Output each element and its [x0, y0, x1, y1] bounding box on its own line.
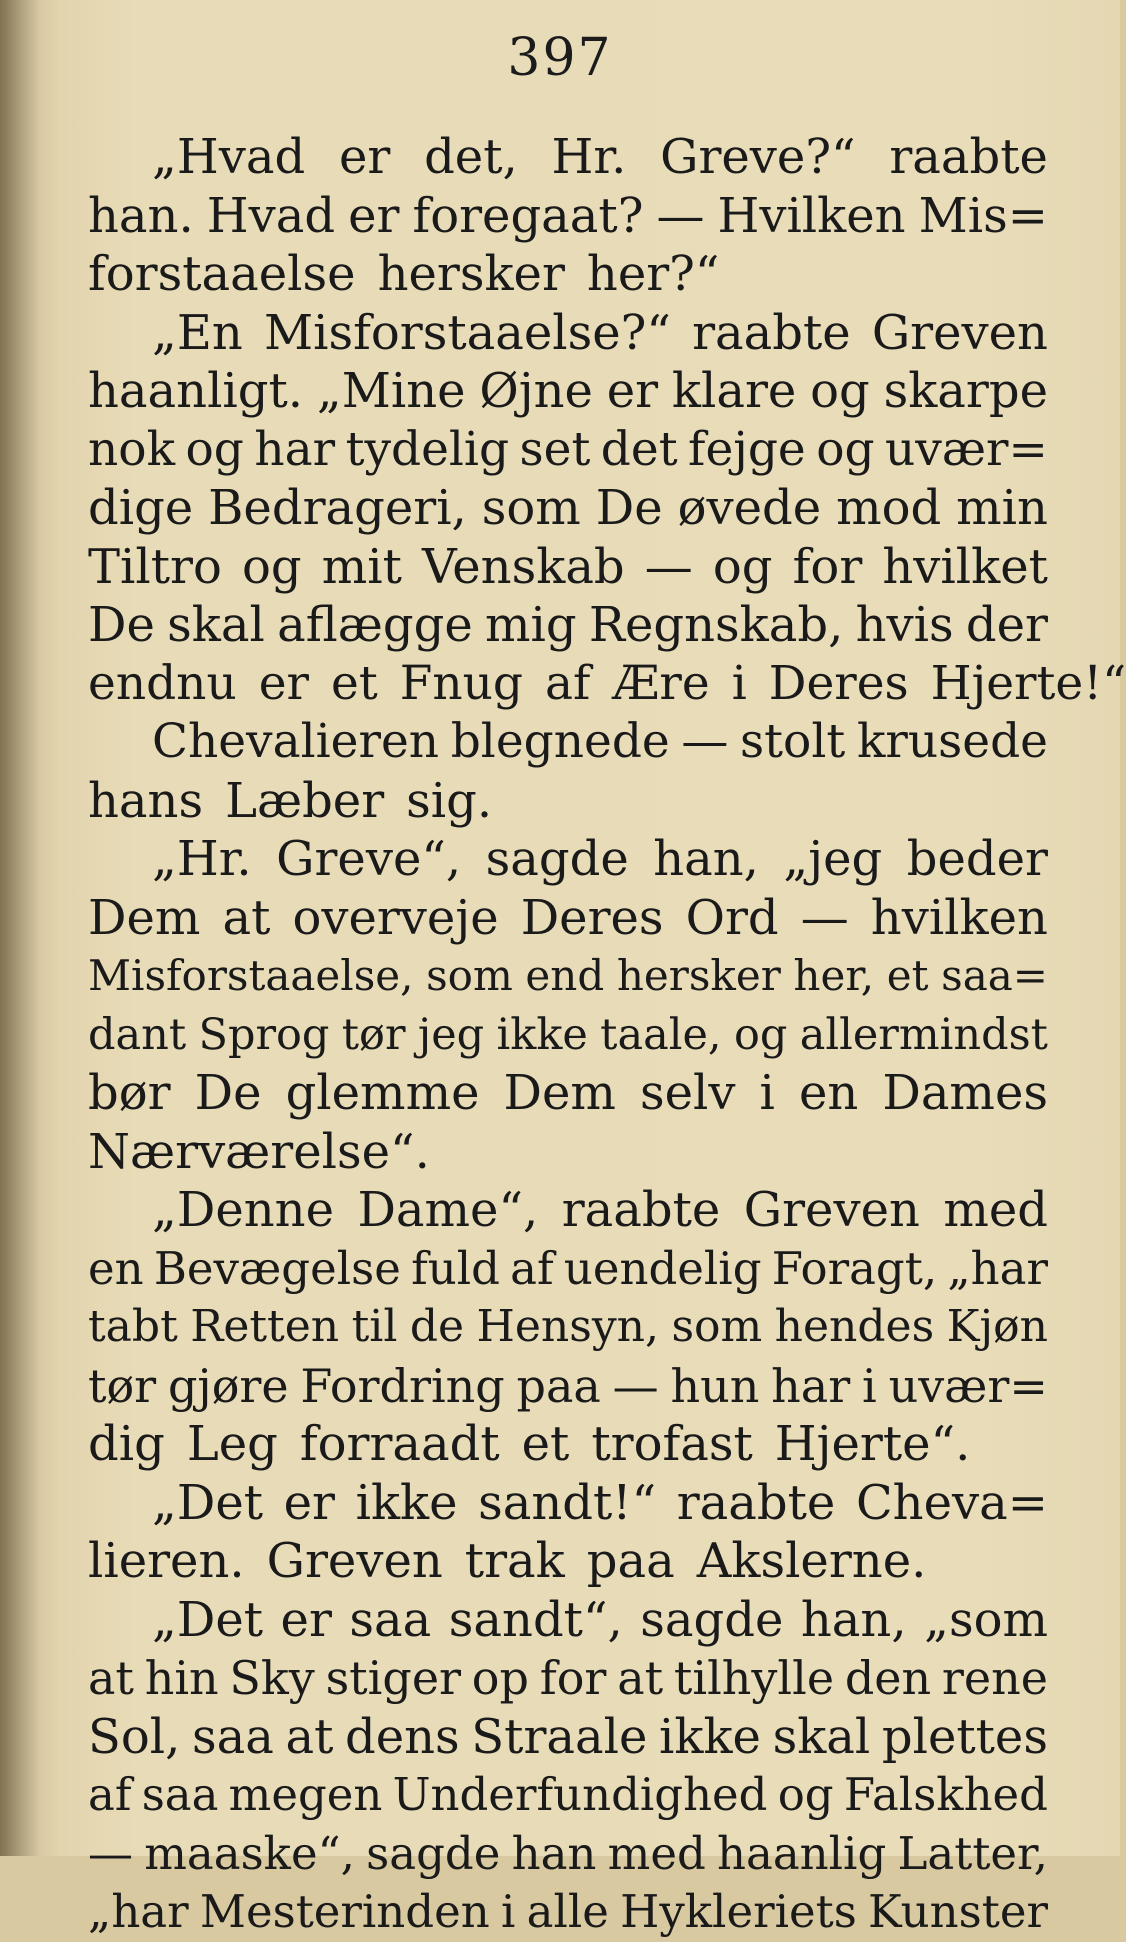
text-line — [88, 1825, 1048, 1884]
word: tabt — [88, 1301, 178, 1352]
word: af — [88, 1768, 132, 1821]
word: til — [351, 1301, 398, 1352]
word: han — [511, 1826, 597, 1880]
word: „har — [947, 1241, 1048, 1295]
word: sig. — [406, 772, 493, 829]
word: raabte — [676, 1474, 836, 1531]
word: ikke — [496, 1009, 588, 1060]
word: „Hr. — [152, 831, 252, 887]
word: for — [539, 1651, 607, 1705]
text-line — [88, 538, 1048, 597]
text-line — [88, 187, 1048, 246]
word: overveje — [292, 889, 499, 946]
word: er — [283, 1474, 335, 1531]
word: hersker — [616, 951, 781, 1000]
word: gjøre — [167, 1358, 289, 1413]
text-line — [88, 421, 1048, 480]
text-line — [88, 362, 1048, 421]
word: har — [254, 421, 336, 477]
word: har — [771, 1358, 851, 1413]
word: øvede — [677, 480, 822, 536]
word: Mis= — [918, 187, 1048, 244]
word: „som — [924, 1591, 1048, 1648]
word: Hjerte!“ — [930, 655, 1126, 711]
text-line — [88, 1474, 1048, 1533]
word: skarpe — [883, 363, 1048, 419]
word: „Denne — [152, 1182, 334, 1238]
word: Deres — [768, 655, 909, 711]
word: hersker — [377, 246, 565, 302]
word: at — [88, 1651, 134, 1705]
word: end — [525, 951, 605, 1000]
word: Hensyn, — [476, 1301, 659, 1352]
word: stiger — [325, 1651, 462, 1705]
word: og — [816, 421, 875, 477]
word: lieren. — [88, 1533, 245, 1589]
word: at — [285, 1708, 334, 1765]
text-line — [88, 304, 1048, 363]
word: Hr. — [551, 129, 627, 185]
word: — — [800, 889, 849, 946]
word: Hykleriets — [620, 1885, 857, 1938]
word: Dem — [503, 1065, 616, 1121]
word: Dem — [88, 889, 201, 946]
text-line — [88, 128, 1048, 187]
text-line — [88, 772, 1048, 831]
word: maaske“, — [144, 1826, 355, 1880]
text-line — [88, 1649, 1048, 1708]
word: sandt!“ — [478, 1474, 657, 1531]
word: glemme — [285, 1065, 480, 1121]
word: tydelig — [345, 421, 510, 477]
word: taale, — [600, 1009, 722, 1060]
word: hendes — [774, 1301, 935, 1352]
word: Deres — [520, 889, 664, 946]
word: er — [348, 187, 400, 244]
word: Kunster — [868, 1885, 1048, 1938]
word: saa — [349, 1591, 432, 1648]
word: Fordring — [300, 1358, 505, 1413]
word: set — [519, 421, 591, 477]
word: Hvad — [206, 187, 336, 244]
word: tør — [88, 1358, 157, 1413]
text-line — [88, 1591, 1048, 1650]
word: at — [222, 889, 271, 946]
word: trak — [464, 1533, 565, 1589]
text-line — [88, 1006, 1048, 1065]
word: allermindst — [799, 1009, 1048, 1060]
word: stolt — [740, 714, 846, 769]
text-line — [88, 655, 1126, 714]
word: Chevalieren — [152, 714, 440, 769]
word: tør — [341, 1009, 406, 1060]
word: mit — [321, 538, 402, 595]
word: megen — [228, 1768, 383, 1821]
word: som — [671, 1301, 763, 1352]
word: Bedrageri, — [208, 480, 467, 536]
word: og — [777, 1768, 834, 1821]
word: som — [426, 951, 513, 1000]
word: er — [280, 1591, 332, 1648]
word: i — [500, 1885, 516, 1938]
word: er — [606, 363, 659, 419]
word: af — [510, 1241, 554, 1295]
word: at — [617, 1651, 664, 1705]
word: Sprog — [198, 1009, 330, 1060]
word: som — [481, 480, 581, 536]
word: han. — [88, 187, 194, 244]
text-line — [88, 596, 1048, 655]
word: Akslerne. — [696, 1533, 927, 1589]
word: Ord — [685, 889, 779, 946]
word: Misforstaaelse, — [88, 951, 414, 1000]
word: saa — [141, 1768, 219, 1821]
word: uendelig — [563, 1241, 762, 1295]
word: fuld — [411, 1241, 500, 1295]
word: jeg — [417, 1009, 485, 1060]
word: dige — [88, 480, 194, 536]
word: med — [607, 1826, 706, 1880]
word: sagde — [366, 1826, 501, 1880]
word: blegnede — [450, 714, 670, 769]
word: De — [194, 1065, 262, 1121]
word: i — [731, 655, 747, 711]
word: min — [956, 480, 1048, 536]
word: Leg — [186, 1416, 278, 1472]
word: raabte — [889, 129, 1048, 185]
word: raabte — [692, 304, 851, 361]
word: en — [798, 1065, 859, 1121]
word: — — [644, 538, 693, 595]
word: fejge — [688, 421, 806, 477]
word: foregaat? — [412, 187, 644, 244]
word: Latter, — [897, 1826, 1048, 1880]
word: en — [88, 1241, 144, 1295]
word: forstaaelse — [88, 246, 356, 302]
word: uvær= — [885, 421, 1048, 477]
word: hvis — [855, 597, 954, 653]
word: et — [886, 951, 929, 1000]
word: — — [656, 187, 705, 244]
word: krusede — [856, 714, 1048, 769]
text-line — [88, 1181, 1048, 1240]
word: raabte — [561, 1182, 721, 1238]
word: forraadt — [299, 1416, 500, 1472]
word: klare — [671, 363, 797, 419]
word: det — [600, 421, 678, 477]
word: „jeg — [783, 831, 883, 887]
word: Underfundighed — [392, 1768, 768, 1821]
word: for — [792, 538, 863, 595]
word: i — [862, 1358, 877, 1413]
word: De — [88, 597, 155, 653]
word: Greven — [871, 304, 1048, 361]
word: mig — [484, 597, 577, 653]
word: de — [409, 1301, 465, 1352]
word: haanligt. — [88, 363, 304, 419]
word: og — [241, 538, 302, 595]
word: dig — [88, 1416, 165, 1472]
word: endnu — [88, 655, 237, 711]
word: nok — [88, 421, 176, 477]
word: aflægge — [277, 597, 473, 653]
word: „har — [88, 1885, 189, 1938]
word: „Det — [152, 1591, 264, 1648]
text-line — [88, 1298, 1048, 1357]
word: hans — [88, 772, 204, 829]
word: Venskab — [422, 538, 625, 595]
word: De — [595, 480, 663, 536]
word: op — [471, 1651, 529, 1705]
word: er — [338, 129, 391, 185]
word: Hvilken — [717, 187, 906, 244]
word: han, — [800, 1591, 907, 1648]
word: mod — [836, 480, 942, 536]
word: i — [759, 1065, 775, 1121]
word: Falskhed — [843, 1768, 1048, 1821]
word: Dames — [882, 1065, 1048, 1121]
text-line — [88, 1064, 1048, 1123]
word: Tiltro — [88, 538, 222, 595]
word: ikke — [659, 1708, 761, 1765]
text-line — [88, 1123, 1048, 1182]
word: hvilken — [870, 889, 1048, 946]
word: Greven — [266, 1533, 443, 1589]
word: plettes — [881, 1708, 1048, 1765]
word: „En — [152, 304, 243, 361]
word: „Det — [152, 1474, 264, 1531]
word: — — [88, 1826, 133, 1880]
word: hin — [144, 1651, 219, 1705]
word: Misforstaaelse?“ — [263, 304, 671, 361]
text-line — [88, 1357, 1048, 1416]
word: Foragt, — [771, 1241, 938, 1295]
word: dens — [345, 1708, 460, 1765]
word: et — [521, 1416, 570, 1472]
word: Læber — [225, 772, 385, 829]
word: hun — [670, 1358, 760, 1413]
word: af — [544, 655, 591, 711]
word: her, — [793, 951, 875, 1000]
word: Straale — [471, 1708, 648, 1765]
text-line — [88, 1240, 1048, 1299]
word: bør — [88, 1065, 171, 1121]
word: saa= — [941, 951, 1048, 1000]
word: haanlig — [717, 1826, 887, 1880]
word: tilhylle — [673, 1651, 835, 1705]
word: Greven — [743, 1182, 920, 1238]
word: paa — [586, 1533, 675, 1589]
word: med — [943, 1182, 1048, 1238]
word: og — [712, 538, 773, 595]
word: et — [331, 655, 378, 711]
word: beder — [906, 831, 1048, 887]
word: Øjne — [479, 363, 593, 419]
word: Dame“, — [357, 1182, 539, 1238]
word: og — [733, 1009, 788, 1060]
text-line — [88, 713, 1048, 772]
word: Hjerte“. — [774, 1416, 971, 1472]
word: det, — [424, 129, 518, 185]
word: selv — [639, 1065, 736, 1121]
word: sandt“, — [448, 1591, 623, 1648]
word: „Hvad — [152, 129, 306, 185]
word: — — [612, 1358, 659, 1413]
text-line — [88, 1708, 1048, 1767]
text-line — [88, 947, 1048, 1006]
text-line — [88, 889, 1048, 948]
word: Sol, — [88, 1708, 181, 1765]
text-line — [88, 479, 1048, 538]
word: alle — [526, 1885, 609, 1938]
word: Kjøn — [946, 1301, 1048, 1352]
word: er — [258, 655, 310, 711]
word: Fnug — [399, 655, 523, 711]
word: sagde — [640, 1591, 784, 1648]
text-line — [88, 1532, 1048, 1591]
text-line — [88, 1883, 1048, 1942]
word: dant — [88, 1009, 187, 1060]
page-number: 397 — [507, 28, 613, 88]
word: her?“ — [586, 246, 720, 302]
word: Regnskab, — [588, 597, 844, 653]
word: — — [681, 714, 729, 769]
word: Cheva= — [855, 1474, 1048, 1531]
word: rene — [941, 1651, 1048, 1705]
text-line — [88, 1415, 1048, 1474]
word: saa — [192, 1708, 274, 1765]
word: Retten — [190, 1301, 340, 1352]
word: Greve?“ — [660, 129, 856, 185]
word: ikke — [355, 1474, 458, 1531]
word: Greve“, — [276, 831, 462, 887]
word: han, — [653, 831, 759, 887]
word: og — [185, 421, 244, 477]
text-line — [88, 245, 1048, 304]
word: hvilket — [882, 538, 1048, 595]
text-line — [88, 830, 1048, 889]
word: Bevægelse — [153, 1241, 401, 1295]
word: skal — [772, 1708, 871, 1765]
word: paa — [516, 1358, 601, 1413]
word: og — [810, 363, 870, 419]
binding-gutter-shadow — [0, 0, 40, 1856]
word: Nærværelse“. — [88, 1123, 430, 1180]
word: trofast — [591, 1416, 753, 1472]
word: skal — [167, 597, 265, 653]
word: den — [844, 1651, 932, 1705]
word: „Mine — [316, 363, 466, 419]
text-line — [88, 1766, 1048, 1825]
word: Ære — [612, 655, 710, 711]
word: der — [965, 597, 1048, 653]
word: Mesterinden — [199, 1885, 490, 1938]
word: uvær= — [888, 1358, 1048, 1413]
word: sagde — [485, 831, 629, 887]
word: Sky — [229, 1651, 315, 1705]
body-text — [88, 128, 1126, 1942]
